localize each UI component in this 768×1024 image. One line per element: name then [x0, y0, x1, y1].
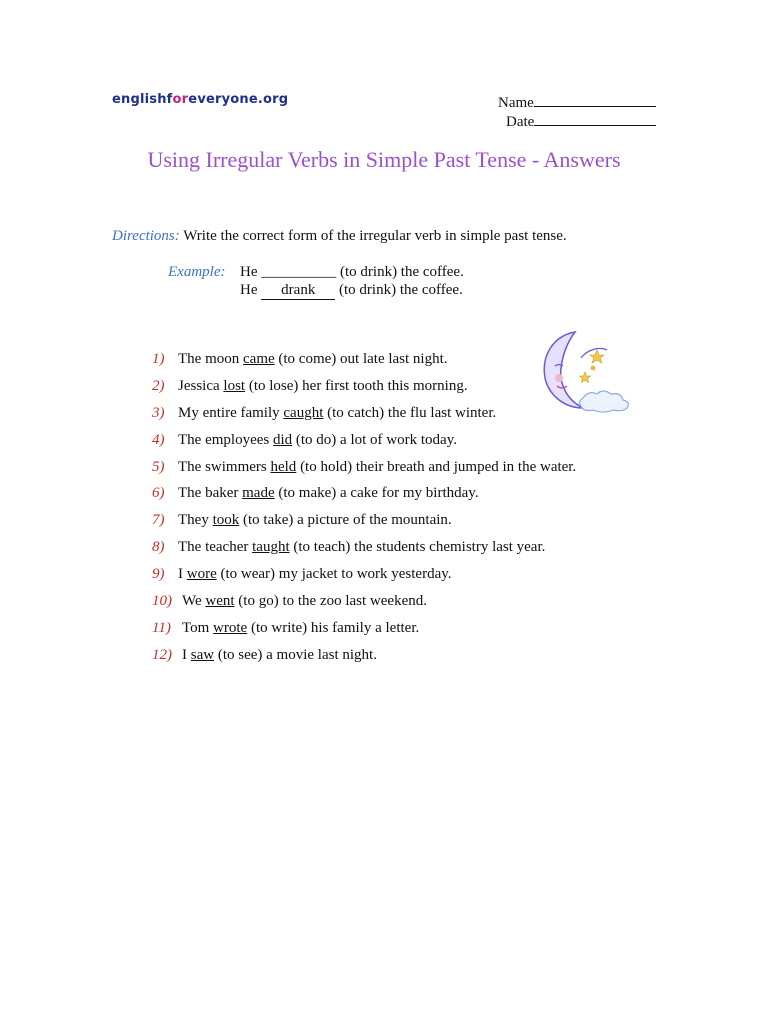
- item-pre: Jessica: [178, 377, 220, 394]
- item-number: 6): [152, 485, 165, 502]
- item-pre: The teacher: [178, 539, 253, 556]
- list-item: [152, 539, 576, 566]
- item-answer: wore: [186, 566, 217, 583]
- item-pre: They: [178, 512, 209, 529]
- item-answer: made: [242, 485, 275, 502]
- logo-text-3: everyone.org: [188, 92, 289, 107]
- item-pre: My entire family: [178, 404, 280, 421]
- item-answer: held: [270, 458, 297, 475]
- page-title: Using Irregular Verbs in Simple Past Tense - Answers: [147, 147, 621, 172]
- item-pre: The baker: [178, 485, 239, 502]
- date-label: Date: [506, 114, 535, 130]
- item-answer: taught: [252, 539, 290, 556]
- item-pre: I: [182, 646, 187, 663]
- item-pre: I: [178, 566, 183, 583]
- example-block: [168, 263, 464, 300]
- list-item: [152, 620, 576, 647]
- list-item: [152, 351, 576, 378]
- date-field: [498, 112, 656, 131]
- example-text-1: He __________ (to drink) the coffee.: [240, 264, 464, 280]
- item-post: (to teach) the students chemistry last year.: [293, 539, 546, 556]
- item-answer: lost: [223, 377, 246, 394]
- item-pre: We: [182, 593, 202, 610]
- item-post: (to go) to the zoo last weekend.: [238, 593, 427, 610]
- item-pre: The employees: [178, 431, 270, 448]
- item-number: 4): [152, 431, 165, 448]
- list-item: [152, 512, 576, 539]
- item-pre: Tom: [182, 619, 210, 636]
- item-pre: The swimmers: [178, 458, 267, 475]
- item-number: 5): [152, 458, 165, 475]
- item-post: (to make) a cake for my birthday.: [278, 485, 479, 502]
- list-item: [152, 378, 576, 405]
- example-answer: drank: [261, 281, 335, 300]
- directions: [112, 228, 567, 245]
- list-item: [152, 432, 576, 459]
- item-number: 3): [152, 404, 165, 421]
- item-number: 2): [152, 377, 165, 394]
- item-number: 12): [152, 646, 172, 663]
- item-post: (to write) his family a letter.: [250, 619, 420, 636]
- list-item: [152, 459, 576, 486]
- logo-text-2: or: [172, 92, 189, 107]
- name-blank: [534, 93, 656, 107]
- list-item: [152, 647, 576, 674]
- item-number: 8): [152, 539, 165, 556]
- list-item: [152, 485, 576, 512]
- example-post: (to drink) the coffee.: [339, 282, 463, 298]
- name-label: Name: [498, 95, 534, 111]
- item-post: (to do) a lot of work today.: [295, 431, 457, 448]
- item-post: (to see) a movie last night.: [217, 646, 377, 663]
- item-post: (to take) a picture of the mountain.: [243, 512, 452, 529]
- item-number: 11): [152, 619, 171, 636]
- name-date-block: [498, 93, 656, 131]
- directions-label: Directions:: [112, 228, 180, 244]
- item-post: (to wear) my jacket to work yesterday.: [220, 566, 452, 583]
- date-blank: [534, 112, 656, 126]
- item-number: 7): [152, 512, 165, 529]
- item-answer: did: [272, 431, 293, 448]
- item-number: 10): [152, 593, 172, 610]
- name-field: [498, 93, 656, 112]
- item-answer: went: [205, 593, 235, 610]
- item-answer: wrote: [213, 619, 248, 636]
- example-label: Example:: [168, 264, 226, 280]
- item-answer: saw: [190, 646, 215, 663]
- item-post: (to come) out late last night.: [278, 351, 448, 367]
- item-answer: came: [243, 351, 275, 367]
- item-pre: The moon: [178, 351, 240, 367]
- item-post: (to hold) their breath and jumped in the water.: [300, 458, 577, 475]
- list-item: [152, 593, 576, 620]
- item-answer: took: [212, 512, 240, 529]
- list-item: [152, 405, 576, 432]
- example-line-1: [168, 263, 464, 281]
- item-post: (to lose) her first tooth this morning.: [248, 377, 468, 394]
- item-answer: caught: [283, 404, 324, 421]
- list-item: [152, 566, 576, 593]
- site-logo: [112, 92, 288, 107]
- item-number: 9): [152, 566, 165, 583]
- item-post: (to catch) the flu last winter.: [327, 404, 497, 421]
- item-number: 1): [152, 351, 165, 367]
- example-pre: He: [240, 282, 258, 298]
- exercise-list: [152, 351, 576, 674]
- logo-text-1: englishf: [112, 92, 173, 107]
- example-line-2: [168, 281, 464, 300]
- directions-text: Write the correct form of the irregular verb in simple past tense.: [183, 228, 567, 244]
